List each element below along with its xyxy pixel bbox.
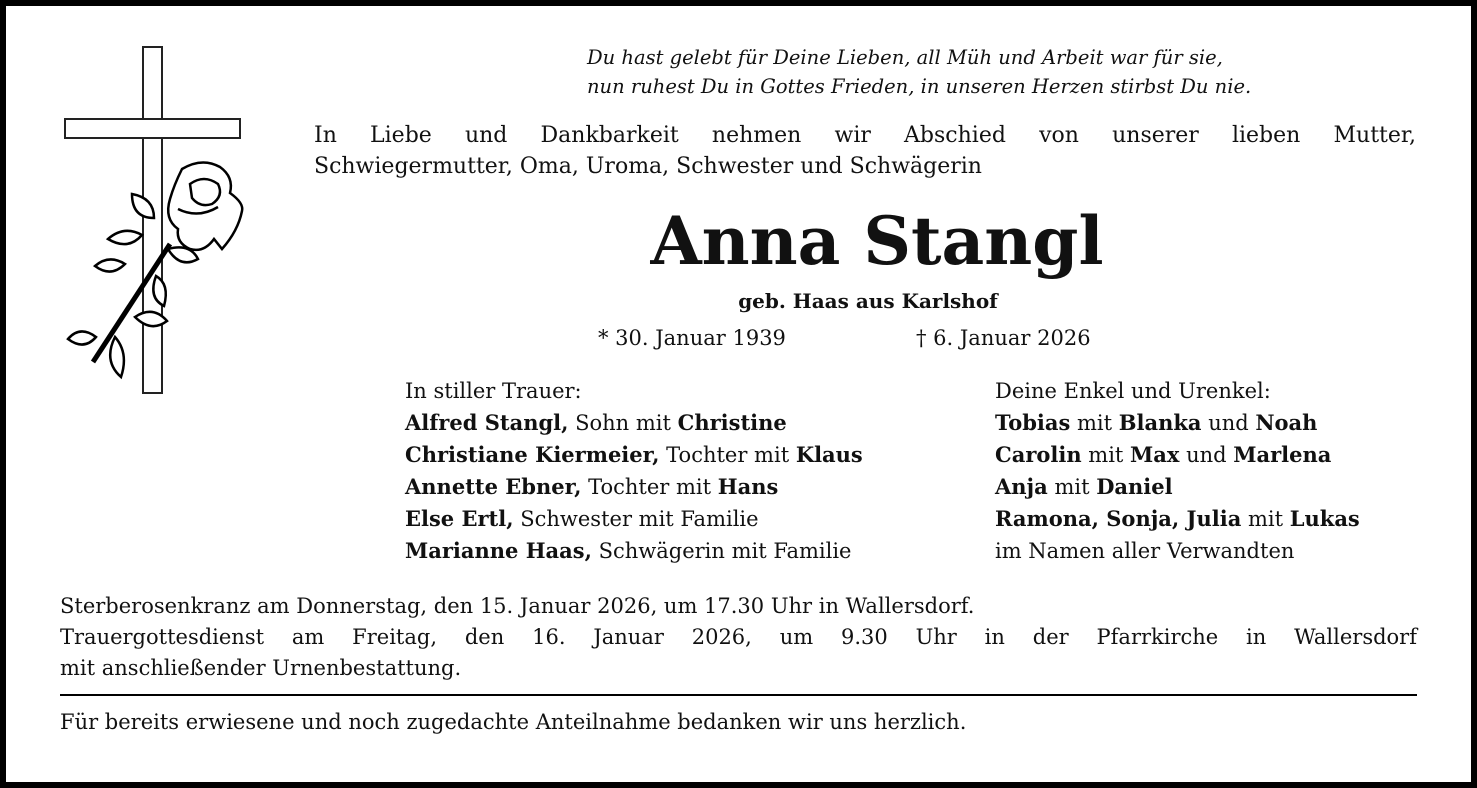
- mourner-name: Christine: [677, 410, 787, 435]
- mourner-line: [405, 503, 863, 535]
- mourners-right-column: [995, 375, 1360, 567]
- service-info: [60, 591, 1417, 684]
- mourner-relation: und: [1179, 443, 1234, 467]
- thanks-text: Für bereits erwiesene und noch zugedachte Anteilnahme bedanken wir uns herzlich.: [60, 710, 967, 734]
- mourner-name: Klaus: [795, 442, 863, 467]
- mourner-relation: Schwester mit Familie: [513, 507, 759, 531]
- mourner-relation: Schwägerin mit Familie: [591, 539, 852, 563]
- birth-name: geb. Haas aus Karlshof: [738, 289, 998, 313]
- intro-text: [314, 120, 1416, 182]
- mourner-name: Carolin: [995, 442, 1082, 467]
- mourner-name: Marianne Haas,: [405, 538, 592, 563]
- service-line: mit anschließender Urnenbestattung.: [60, 656, 462, 680]
- verse: [587, 43, 1251, 101]
- mourner-name: Christiane Kiermeier,: [405, 442, 660, 467]
- mourner-line: [995, 407, 1360, 439]
- mourner-relation: und: [1201, 411, 1256, 435]
- mourner-name: Else Ertl,: [405, 506, 514, 531]
- mourner-name: Anja: [995, 474, 1048, 499]
- divider: [60, 694, 1417, 696]
- mourner-name: Daniel: [1096, 474, 1173, 499]
- mourner-name: Annette Ebner,: [405, 474, 582, 499]
- deceased-name: Anna Stangl: [650, 202, 1104, 280]
- column-heading: Deine Enkel und Urenkel:: [995, 379, 1271, 403]
- mourner-line: [995, 471, 1360, 503]
- mourner-name: Hans: [717, 474, 779, 499]
- mourner-name: Tobias: [995, 410, 1071, 435]
- mourner-relation: Sohn mit: [568, 411, 678, 435]
- mourner-line: [995, 535, 1360, 567]
- mourner-name: Alfred Stangl,: [405, 410, 569, 435]
- mourner-relation: Tochter mit: [581, 475, 718, 499]
- intro-line: Schwiegermutter, Oma, Uroma, Schwester und Schwägerin: [314, 154, 982, 179]
- mourner-relation: mit: [1047, 475, 1097, 499]
- mourner-line: [995, 503, 1360, 535]
- birth-date: * 30. Januar 1939: [598, 326, 786, 350]
- verse-line: nun ruhest Du in Gottes Frieden, in unseren Herzen stirbst Du nie.: [587, 75, 1252, 98]
- mourner-relation: mit: [1241, 507, 1290, 531]
- mourner-name: Noah: [1255, 410, 1318, 435]
- mourners-left-column: [405, 375, 863, 567]
- mourner-name: Marlena: [1233, 442, 1332, 467]
- column-heading: In stiller Trauer:: [405, 379, 582, 403]
- mourner-relation: Tochter mit: [659, 443, 796, 467]
- intro-line: In Liebe und Dankbarkeit nehmen wir Abschied von unserer lieben Mutter,: [314, 123, 1416, 148]
- mourner-name: Blanka: [1118, 410, 1202, 435]
- mourner-line: [405, 535, 863, 567]
- mourner-name: Ramona, Sonja, Julia: [995, 506, 1242, 531]
- mourner-relation: im Namen aller Verwandten: [995, 539, 1295, 563]
- service-line: Sterberosenkranz am Donnerstag, den 15. Januar 2026, um 17.30 Uhr in Wallersdorf.: [60, 594, 975, 618]
- mourner-relation: mit: [1070, 411, 1119, 435]
- mourner-line: [405, 439, 863, 471]
- mourner-relation: mit: [1081, 443, 1131, 467]
- mourner-name: Max: [1130, 442, 1180, 467]
- mourner-line: [995, 439, 1360, 471]
- mourner-name: Lukas: [1289, 506, 1360, 531]
- service-line: Trauergottesdienst am Freitag, den 16. Januar 2026, um 9.30 Uhr in der Pfarrkirche in Wallersdorf: [60, 625, 1417, 649]
- verse-line: Du hast gelebt für Deine Lieben, all Müh und Arbeit war für sie,: [587, 46, 1223, 69]
- mourner-line: [405, 471, 863, 503]
- death-date: † 6. Januar 2026: [916, 326, 1091, 350]
- mourner-line: [405, 407, 863, 439]
